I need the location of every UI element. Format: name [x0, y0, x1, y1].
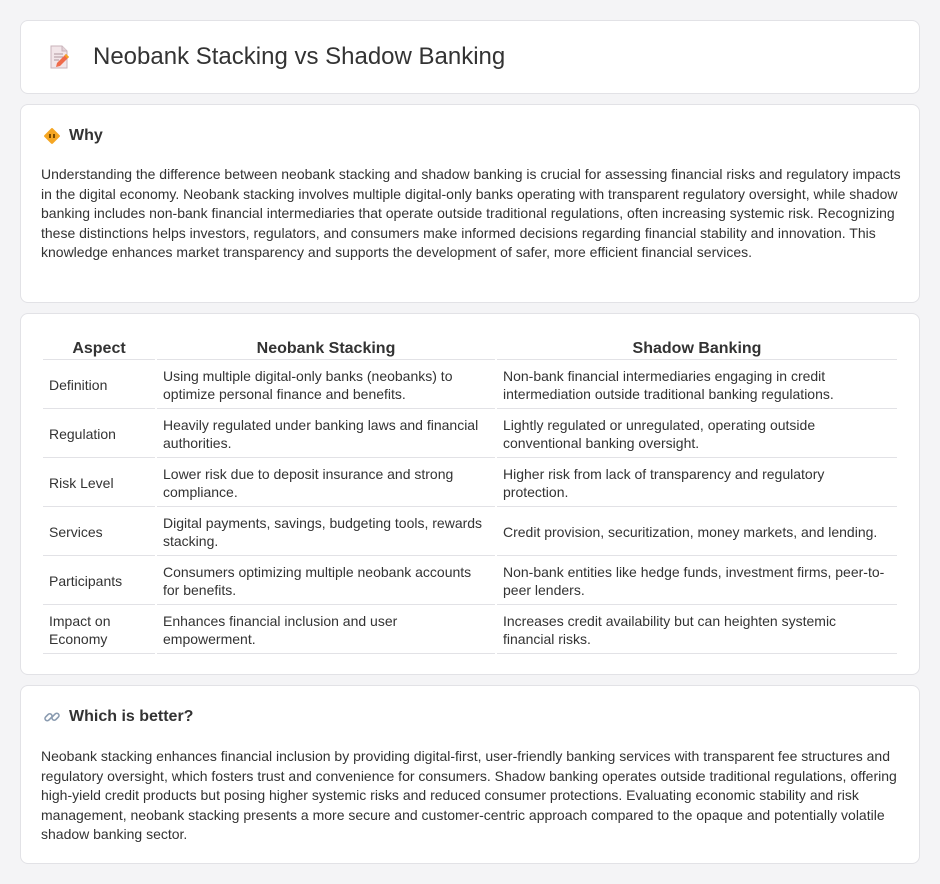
table-row: [43, 411, 897, 458]
aspect-cell: Impact on Economy: [43, 607, 155, 654]
table-row: [43, 607, 897, 654]
better-title: Which is better?: [69, 708, 194, 725]
shadow-cell: Increases credit availability but can heighten systemic financial risks.: [497, 607, 897, 654]
why-header: [43, 127, 103, 145]
header-neobank: Neobank Stacking: [157, 336, 495, 360]
neobank-cell: Heavily regulated under banking laws and financial authorities.: [157, 411, 495, 458]
neobank-cell: Using multiple digital-only banks (neobanks) to optimize personal finance and benefits.: [157, 362, 495, 409]
diamond-sign-icon: [43, 127, 61, 145]
better-text: Neobank stacking enhances financial inclusion by providing digital-first, user-friendly banking services with transparent fee structures and regulatory oversight, which fosters trust and convenience for consumers. Shadow banking operates outside traditional regulations, offering high-yield credit products but posing higher systemic risks and reduced consumer protections. Evaluating economic stability and risk management, neobank stacking presents a more secure and customer-centric approach compared to the opaque and potentially volatile shadow banking sector.: [41, 748, 897, 842]
neobank-cell: Lower risk due to deposit insurance and strong compliance.: [157, 460, 495, 507]
neobank-cell: Enhances financial inclusion and user empowerment.: [157, 607, 495, 654]
document-pen-icon: [45, 43, 73, 71]
shadow-cell: Lightly regulated or unregulated, operating outside conventional banking oversight.: [497, 411, 897, 458]
table-row: [43, 460, 897, 507]
page-title: Neobank Stacking vs Shadow Banking: [93, 43, 506, 70]
neobank-cell: Consumers optimizing multiple neobank accounts for benefits.: [157, 558, 495, 605]
aspect-cell: Definition: [43, 362, 155, 409]
table-row: [43, 509, 897, 556]
shadow-cell: Non-bank financial intermediaries engaging in credit intermediation outside traditional banking regulations.: [497, 362, 897, 409]
shadow-cell: Non-bank entities like hedge funds, investment firms, peer-to-peer lenders.: [497, 558, 897, 605]
aspect-cell: Risk Level: [43, 460, 155, 507]
link-icon: [43, 708, 61, 726]
title-card: [20, 20, 920, 94]
aspect-cell: Participants: [43, 558, 155, 605]
header-shadow: Shadow Banking: [497, 336, 897, 360]
shadow-cell: Credit provision, securitization, money markets, and lending.: [497, 509, 897, 556]
title-row: [45, 43, 505, 71]
comparison-table: [41, 334, 899, 656]
table-header-row: [43, 336, 897, 360]
why-text: Understanding the difference between neobank stacking and shadow banking is crucial for assessing financial risks and regulatory impacts in the digital economy. Neobank stacking involves multiple digital-only banks operating with transparent regulatory oversight, while shadow banking includes non-bank financial intermediaries that operate outside traditional regulations, often increasing systemic risk. Recognizing these distinctions helps investors, regulators, and consumers make informed decisions regarding financial stability and innovation. This knowledge enhances market transparency and supports the development of safer, more efficient financial services.: [41, 166, 901, 260]
neobank-cell: Digital payments, savings, budgeting tools, rewards stacking.: [157, 509, 495, 556]
aspect-cell: Regulation: [43, 411, 155, 458]
table-row: [43, 362, 897, 409]
aspect-cell: Services: [43, 509, 155, 556]
header-aspect: Aspect: [43, 336, 155, 360]
shadow-cell: Higher risk from lack of transparency and regulatory protection.: [497, 460, 897, 507]
table-row: [43, 558, 897, 605]
which-better-section: [20, 685, 920, 864]
better-header: [43, 708, 193, 726]
why-section: [20, 104, 920, 303]
comparison-section: [20, 313, 920, 675]
why-title: Why: [69, 127, 103, 144]
